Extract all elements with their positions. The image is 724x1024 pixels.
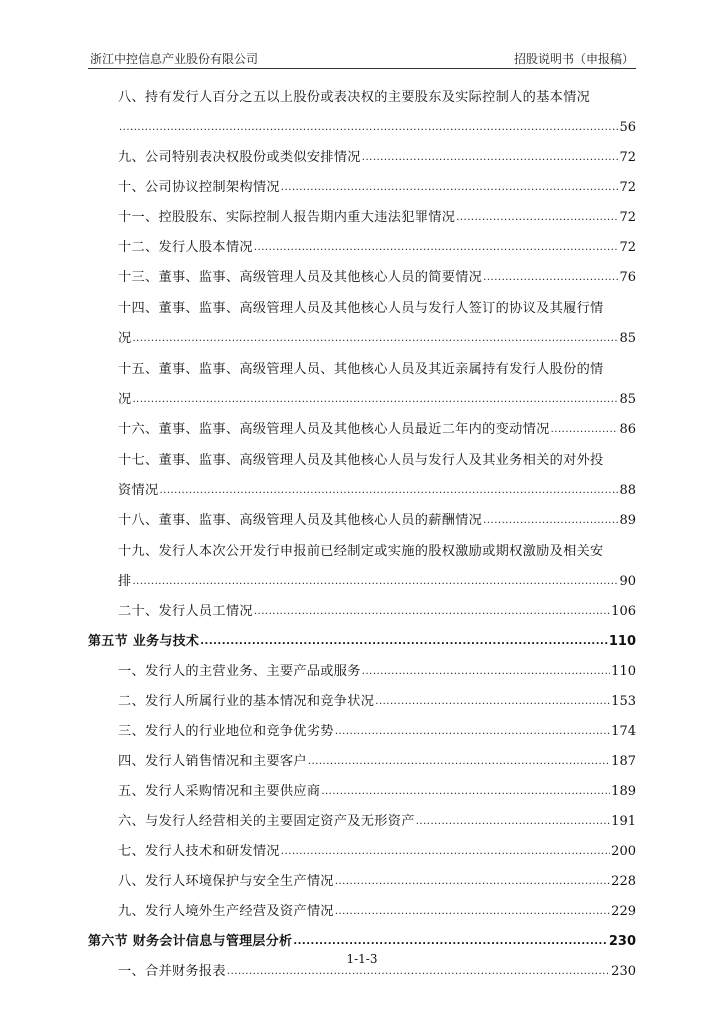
toc-leader-dots xyxy=(133,324,619,354)
toc-page-number: 191 xyxy=(611,814,636,829)
toc-page-number: 56 xyxy=(619,120,636,135)
toc-entry-title: 四、发行人销售情况和主要客户 xyxy=(118,754,307,769)
toc-leader-dots xyxy=(362,143,619,173)
toc-leader-dots xyxy=(335,867,610,897)
toc-entry-title: 资情况 xyxy=(118,483,159,498)
toc-leader-dots xyxy=(254,597,610,627)
toc-entry[interactable] xyxy=(88,203,636,233)
toc-entry-title: 排 xyxy=(118,574,132,589)
toc-page-number: 187 xyxy=(611,754,636,769)
toc-entry-title: 第六节 财务会计信息与管理层分析 xyxy=(88,934,293,949)
toc-entry-line1[interactable]: 十七、董事、监事、高级管理人员及其他核心人员与发行人及其业务相关的对外投 xyxy=(118,453,604,468)
toc-entry-title: 况 xyxy=(118,331,132,346)
toc-entry[interactable] xyxy=(88,143,636,173)
toc-page-number: 72 xyxy=(619,210,636,225)
toc-leader-dots xyxy=(483,263,618,293)
toc-page-number: 110 xyxy=(611,664,636,679)
toc-leader-dots xyxy=(159,476,618,506)
toc-entry[interactable] xyxy=(88,324,636,354)
toc-entry[interactable] xyxy=(88,506,636,536)
toc-page-number: 229 xyxy=(611,904,636,919)
toc-page-number: 85 xyxy=(619,331,636,346)
toc-entry[interactable] xyxy=(88,567,636,597)
toc-entry-title: 七、发行人技术和研发情况 xyxy=(118,844,280,859)
toc-entry[interactable] xyxy=(88,747,636,777)
toc-page-number: 86 xyxy=(619,422,636,437)
toc-page-number: 72 xyxy=(619,240,636,255)
toc-entry-title: 况 xyxy=(118,392,132,407)
toc-entry-line1[interactable]: 十四、董事、监事、高级管理人员及其他核心人员与发行人签订的协议及其履行情 xyxy=(118,301,604,316)
table-of-contents xyxy=(88,82,636,987)
toc-page-number: 153 xyxy=(611,694,636,709)
toc-page-number: 89 xyxy=(619,513,636,528)
toc-leader-dots xyxy=(281,837,610,867)
toc-entry-title: 二十、发行人员工情况 xyxy=(118,604,253,619)
page-header xyxy=(88,46,636,69)
toc-leader-dots xyxy=(281,173,619,203)
toc-entry[interactable] xyxy=(88,173,636,203)
toc-entry-title: 一、发行人的主营业务、主要产品或服务 xyxy=(118,664,361,679)
toc-entry-title: 九、公司特别表决权股份或类似安排情况 xyxy=(118,150,361,165)
toc-entry-title: 九、发行人境外生产经营及资产情况 xyxy=(118,904,334,919)
toc-leader-dots xyxy=(551,415,619,445)
toc-page-number: 174 xyxy=(611,724,636,739)
toc-entry-title: 五、发行人采购情况和主要供应商 xyxy=(118,784,321,799)
toc-leader-dots xyxy=(456,203,618,233)
toc-page-number: 106 xyxy=(611,604,636,619)
toc-entry-title: 二、发行人所属行业的基本情况和竞争状况 xyxy=(118,694,375,709)
toc-entry[interactable] xyxy=(88,476,636,506)
toc-section-entry[interactable] xyxy=(88,627,636,657)
toc-entry-title: 一、合并财务报表 xyxy=(118,964,226,979)
toc-leader-dots xyxy=(133,385,619,415)
toc-entry[interactable] xyxy=(88,385,636,415)
toc-page-number: 72 xyxy=(619,150,636,165)
toc-entry-title: 十二、发行人股本情况 xyxy=(118,240,253,255)
toc-entry-line1[interactable]: 十五、董事、监事、高级管理人员、其他核心人员及其近亲属持有发行人股份的情 xyxy=(118,362,604,377)
toc-page-number: 200 xyxy=(611,844,636,859)
toc-entry-title: 十、公司协议控制架构情况 xyxy=(118,180,280,195)
toc-entry[interactable] xyxy=(88,777,636,807)
toc-leader-dots xyxy=(416,807,610,837)
toc-entry[interactable] xyxy=(88,657,636,687)
toc-leader-dots xyxy=(119,113,618,143)
toc-leader-dots xyxy=(362,657,610,687)
toc-entry-title: 三、发行人的行业地位和竞争优劣势 xyxy=(118,724,334,739)
toc-entry[interactable] xyxy=(88,897,636,927)
toc-entry[interactable] xyxy=(88,807,636,837)
header-document-title: 招股说明书（申报稿） xyxy=(513,52,634,66)
toc-leader-dots xyxy=(133,567,619,597)
toc-entry-line1[interactable]: 十九、发行人本次公开发行申报前已经制定或实施的股权激励或期权激励及相关安 xyxy=(118,544,604,559)
toc-page-number: 76 xyxy=(619,270,636,285)
toc-leader-dots xyxy=(483,506,618,536)
toc-entry[interactable] xyxy=(88,263,636,293)
toc-leader-dots xyxy=(321,777,610,807)
toc-leader-dots xyxy=(335,897,610,927)
toc-leader-dots xyxy=(200,627,608,657)
toc-entry[interactable] xyxy=(88,837,636,867)
toc-entry[interactable] xyxy=(88,415,636,445)
toc-leader-dots xyxy=(375,687,610,717)
toc-entry[interactable] xyxy=(88,597,636,627)
toc-entry-title: 第五节 业务与技术 xyxy=(88,634,200,649)
toc-entry[interactable] xyxy=(88,717,636,747)
toc-entry[interactable] xyxy=(88,113,636,143)
toc-leader-dots xyxy=(308,747,610,777)
toc-entry-title: 十八、董事、监事、高级管理人员及其他核心人员的薪酬情况 xyxy=(118,513,483,528)
toc-page-number: 72 xyxy=(619,180,636,195)
toc-page-number: 90 xyxy=(619,574,636,589)
toc-entry-title: 十一、控股股东、实际控制人报告期内重大违法犯罪情况 xyxy=(118,210,456,225)
toc-page-number: 189 xyxy=(611,784,636,799)
toc-page-number: 228 xyxy=(611,874,636,889)
toc-entry-title: 六、与发行人经营相关的主要固定资产及无形资产 xyxy=(118,814,415,829)
toc-entry-title: 十六、董事、监事、高级管理人员及其他核心人员最近二年内的变动情况 xyxy=(118,422,550,437)
toc-entry[interactable] xyxy=(88,867,636,897)
toc-leader-dots xyxy=(254,233,619,263)
toc-page-number: 88 xyxy=(619,483,636,498)
toc-entry-title: 十三、董事、监事、高级管理人员及其他核心人员的简要情况 xyxy=(118,270,483,285)
toc-page-number: 230 xyxy=(611,964,636,979)
toc-entry[interactable] xyxy=(88,233,636,263)
page-number: 1-1-3 xyxy=(346,952,378,966)
toc-leader-dots xyxy=(335,717,610,747)
toc-entry-line1[interactable]: 八、持有发行人百分之五以上股份或表决权的主要股东及实际控制人的基本情况 xyxy=(118,90,591,105)
toc-page-number: 110 xyxy=(608,634,636,649)
toc-entry[interactable] xyxy=(88,687,636,717)
toc-page-number: 85 xyxy=(619,392,636,407)
toc-page-number: 230 xyxy=(608,934,636,949)
header-company: 浙江中控信息产业股份有限公司 xyxy=(90,52,259,66)
toc-entry-title: 八、发行人环境保护与安全生产情况 xyxy=(118,874,334,889)
